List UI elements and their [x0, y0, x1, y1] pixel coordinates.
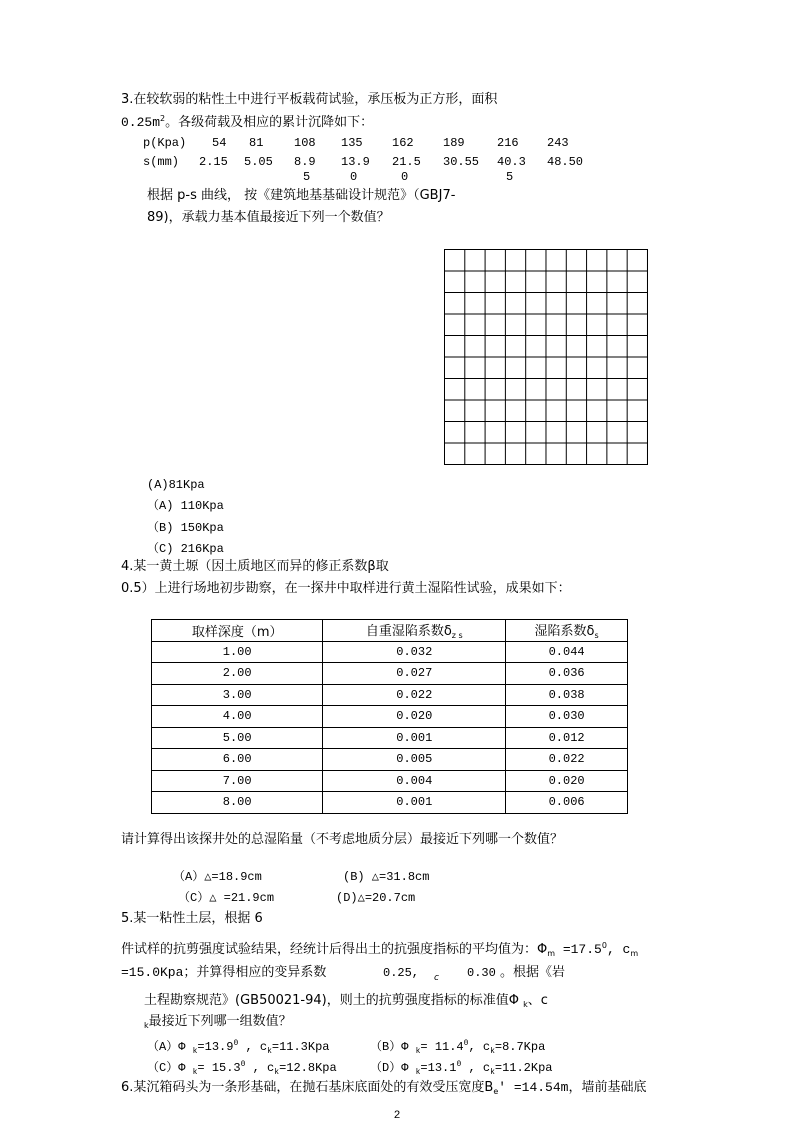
- cell-collapse: 0.038: [506, 684, 628, 706]
- q5-option-d: （D）Φ $_k=13.1^0$ , $c_k=11.2Kpa$: [370, 1060, 553, 1077]
- q5-line4-end: 、c: [527, 993, 548, 1008]
- header-label: 取样深度（m）: [191, 624, 283, 640]
- q6-line1: [121, 1080, 646, 1100]
- option-c: =12.8Kpa: [279, 1061, 337, 1075]
- s-value-wrap: 5: [303, 170, 311, 184]
- cell-self-weight: 0.027: [323, 663, 506, 685]
- q4-option-a: （A）△=18.9cm: [173, 870, 262, 884]
- table-row: [152, 641, 628, 663]
- q5-line3-text: =15.0Kpa；并算得相应的变异系数: [121, 965, 327, 980]
- cell-self-weight: 0.022: [323, 684, 506, 706]
- p-label: p(Kpa): [143, 136, 187, 150]
- ps-curve-grid: [444, 249, 648, 465]
- cell-self-weight: 0.032: [323, 641, 506, 663]
- q3-area: 0.25m: [121, 115, 161, 130]
- p-value: 216: [497, 136, 519, 150]
- header-collapse-coefficient: [506, 620, 628, 642]
- q5-line3: [121, 965, 326, 981]
- s-value-wrap: 0: [401, 170, 409, 184]
- q6-line1-text: 6.某沉箱码头为一条形基础，在抛石基床底面处的有效受压宽度B: [121, 1080, 494, 1095]
- cell-collapse: 0.022: [506, 749, 628, 771]
- q5-line2-text: 件试样的抗剪强度试验结果，经统计后得出土的抗强度指标的平均值为：Φ: [121, 942, 548, 957]
- option-phi: =13.1: [420, 1061, 457, 1075]
- variation-coefficient-c: 0.30: [467, 966, 496, 980]
- s-value: 40.3: [497, 155, 526, 169]
- q3-line2: [121, 111, 373, 131]
- header-label: 湿陷系数δ: [534, 624, 595, 640]
- p-value: 81: [249, 136, 264, 150]
- cell-depth: 2.00: [152, 663, 323, 685]
- subscript: s: [594, 631, 599, 641]
- table-row: [152, 663, 628, 685]
- table-row: [152, 770, 628, 792]
- cell-self-weight: 0.005: [323, 749, 506, 771]
- table-row: [152, 727, 628, 749]
- q4-line2: 0.5）上进行场地初步勘察，在一探井中取样进行黄土湿陷性试验，成果如下：: [121, 581, 571, 596]
- p-value: 54: [212, 136, 227, 150]
- q4-option-c: （C）△ =21.9cm: [178, 891, 275, 905]
- cell-self-weight: 0.001: [323, 792, 506, 814]
- q3-line2-text: 。各级荷载及相应的累计沉降如下：: [165, 115, 374, 130]
- table-header-row: [152, 620, 628, 642]
- variation-coefficient-phi: 0.25,: [383, 966, 420, 980]
- cell-depth: 6.00: [152, 749, 323, 771]
- subscript: m: [547, 949, 556, 958]
- p-value: 189: [443, 136, 465, 150]
- q3-text2: 89)，承载力基本值最接近下列一个数值？: [147, 210, 390, 225]
- q5-line5: [144, 1014, 292, 1034]
- subscript: m: [630, 949, 639, 958]
- table-row: [152, 792, 628, 814]
- q5-line3-end: 。根据《岩: [500, 965, 566, 980]
- header-depth: [152, 620, 323, 642]
- q3-option: (A)81Kpa: [147, 478, 205, 492]
- header-label: 自重湿陷系数δ: [365, 624, 452, 640]
- s-value: 21.5: [392, 155, 421, 169]
- s-label: s(mm): [143, 155, 180, 169]
- subscript: z s: [451, 631, 463, 641]
- header-self-weight-coefficient: [323, 620, 506, 642]
- p-value: 243: [547, 136, 569, 150]
- q5-line1: 5.某一粘性土层，根据 6: [121, 911, 263, 926]
- variation-coefficient-sub: c: [434, 973, 439, 983]
- option-label: （B）Φ: [370, 1040, 416, 1054]
- q5-line2: [121, 938, 638, 962]
- option-label: （C）Φ: [147, 1061, 193, 1075]
- q3-text1: 根据 p-s 曲线， 按《建筑地基基础设计规范》（GBJ7-: [147, 188, 456, 203]
- s-value: 30.55: [443, 155, 480, 169]
- q5-line4-text: 土程勘察规范》(GB50021-94)，则土的抗剪强度指标的标准值Φ: [144, 993, 524, 1008]
- option-c: =8.7Kpa: [494, 1040, 546, 1054]
- option-phi: = 15.3: [197, 1061, 241, 1075]
- cell-self-weight: 0.001: [323, 727, 506, 749]
- q3-option: （B) 150Kpa: [147, 521, 224, 535]
- q5-option-a: （A）Φ $_k=13.9^0$ , $c_k=11.3Kpa$: [147, 1039, 330, 1056]
- s-value: 8.9: [294, 155, 316, 169]
- cell-collapse: 0.036: [506, 663, 628, 685]
- cell-depth: 8.00: [152, 792, 323, 814]
- cell-self-weight: 0.004: [323, 770, 506, 792]
- cell-depth: 3.00: [152, 684, 323, 706]
- cell-collapse: 0.030: [506, 706, 628, 728]
- superscript: 0: [601, 941, 607, 950]
- option-label: （D）Φ: [370, 1061, 416, 1075]
- table-row: [152, 749, 628, 771]
- s-value-wrap: 0: [350, 170, 358, 184]
- s-value: 2.15: [199, 155, 228, 169]
- p-value: 108: [294, 136, 316, 150]
- cell-depth: 5.00: [152, 727, 323, 749]
- q5-option-c: （C）Φ $_k= 15.3^0$ , $c_k=12.8Kpa$: [147, 1060, 337, 1077]
- cell-collapse: 0.006: [506, 792, 628, 814]
- cell-depth: 7.00: [152, 770, 323, 792]
- option-phi: = 11.4: [420, 1040, 464, 1054]
- q4-option-b: (B) △=31.8cm: [343, 870, 430, 884]
- cell-depth: 4.00: [152, 706, 323, 728]
- subscript: k: [144, 1021, 149, 1030]
- table-row: [152, 684, 628, 706]
- cell-self-weight: 0.020: [323, 706, 506, 728]
- q4-option-d: (D)△=20.7cm: [336, 891, 416, 905]
- q4-question: 请计算得出该探井处的总湿陷量（不考虑地质分层）最接近下列哪一个数值？: [121, 832, 564, 847]
- page-number: 2: [393, 1110, 401, 1122]
- cell-collapse: 0.012: [506, 727, 628, 749]
- option-c: =11.2Kpa: [494, 1061, 553, 1075]
- option-phi: =13.9: [197, 1040, 234, 1054]
- cell-depth: 1.00: [152, 641, 323, 663]
- q3-option: （A) 110Kpa: [147, 499, 224, 513]
- cell-collapse: 0.020: [506, 770, 628, 792]
- collapsibility-table: [151, 619, 628, 814]
- option-label: （A）Φ: [147, 1040, 193, 1054]
- superscript: 2: [160, 114, 166, 123]
- s-value: 5.05: [244, 155, 273, 169]
- q5-line5-text: 最接近下列哪一组数值？: [148, 1014, 292, 1029]
- s-value: 48.50: [547, 155, 584, 169]
- p-value: 162: [392, 136, 414, 150]
- q3-line1: 3.在较软弱的粘性土中进行平板载荷试验，承压板为正方形，面积: [121, 92, 498, 107]
- s-value: 13.9: [341, 155, 370, 169]
- subscript: k: [523, 1000, 528, 1009]
- table-row: [152, 706, 628, 728]
- option-c: =11.3Kpa: [271, 1040, 330, 1054]
- q6-line1-end: ′ =14.54m，墙前基础底: [498, 1080, 647, 1095]
- c-mean-label: , c: [606, 942, 631, 957]
- q5-option-b: （B）Φ $_k= 11.4^0$, $c_k=8.7Kpa$: [370, 1039, 546, 1056]
- subscript: e: [493, 1087, 499, 1096]
- q3-option: （C) 216Kpa: [147, 542, 224, 556]
- q5-line4: [144, 993, 548, 1013]
- phi-mean: =17.5: [555, 942, 602, 957]
- p-value: 135: [341, 136, 363, 150]
- s-value-wrap: 5: [506, 170, 514, 184]
- cell-collapse: 0.044: [506, 641, 628, 663]
- q4-line1: 4.某一黄土塬（因土质地区而异的修正系数β取: [121, 559, 389, 574]
